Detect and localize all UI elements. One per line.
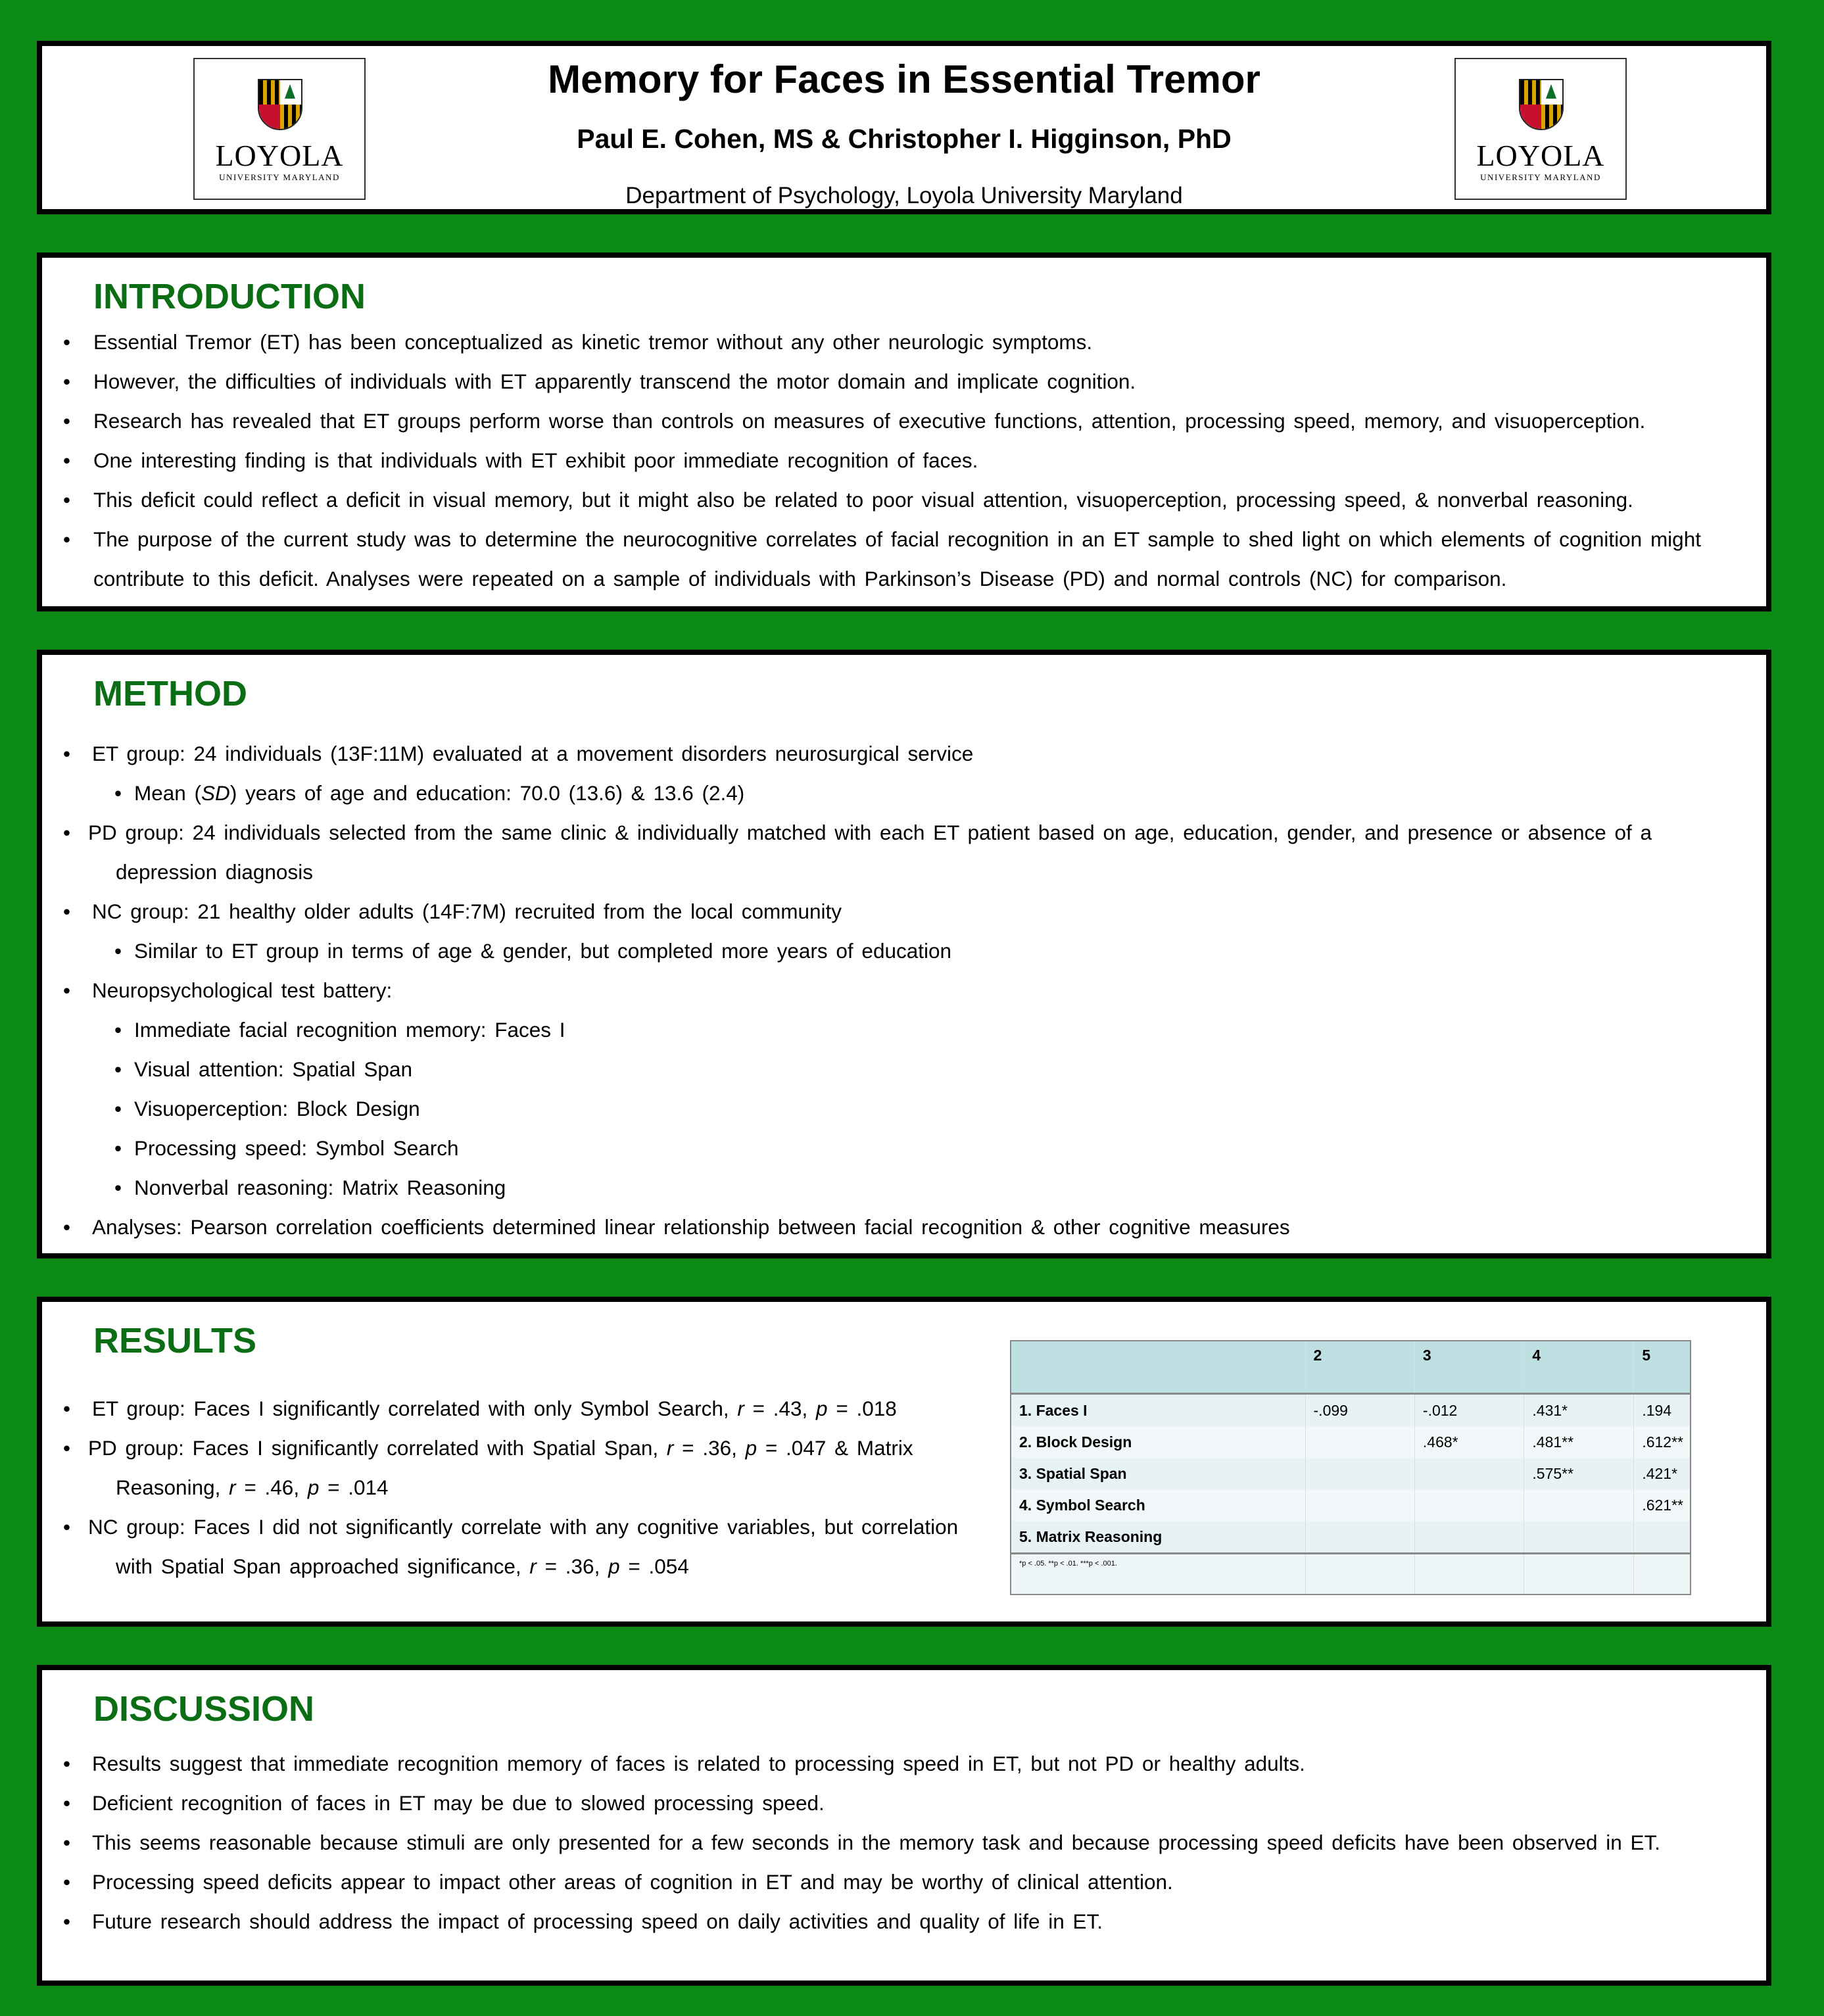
stat-p: p	[816, 1397, 828, 1420]
header-panel	[37, 41, 1771, 214]
list-item	[42, 1428, 963, 1507]
results-list	[42, 1389, 963, 1586]
table-cell	[1634, 1521, 1691, 1554]
logo-submark: UNIVERSITY MARYLAND	[219, 172, 340, 182]
list-item: • One interesting finding is that individuals with ET exhibit poor immediate recognition of faces.	[42, 441, 1746, 480]
list-item	[42, 1507, 963, 1586]
table-header-row	[1011, 1341, 1691, 1394]
list-item-sub: • Processing speed: Symbol Search	[42, 1128, 1746, 1168]
list-item: • Essential Tremor (ET) has been conceptualized as kinetic tremor without any other neurologic symptoms.	[42, 322, 1746, 362]
stat-r: r	[229, 1476, 236, 1499]
list-item-sub: • Visual attention: Spatial Span	[42, 1049, 1746, 1089]
introduction-heading: INTRODUCTION	[93, 277, 366, 316]
table-cell: .431*	[1524, 1394, 1634, 1427]
results-heading: RESULTS	[93, 1321, 257, 1360]
method-list	[42, 734, 1746, 1247]
list-item: • Research has revealed that ET groups perform worse than controls on measures of executive functions, attention, processing speed, memory, and visuoperception.	[42, 401, 1746, 441]
stat-p: p	[307, 1476, 320, 1499]
table-row	[1011, 1394, 1691, 1427]
table-header-cell: 3	[1414, 1341, 1524, 1394]
text-span: = .018	[827, 1397, 897, 1420]
table-header-cell: 4	[1524, 1341, 1634, 1394]
list-item: • This deficit could reflect a deficit in visual memory, but it might also be related to poor visual attention, visuoperception, processing speed, & nonverbal reasoning.	[42, 480, 1746, 519]
list-item: • This seems reasonable because stimuli are only presented for a few seconds in the memory task and because processing speed deficits have been observed in ET.	[42, 1823, 1746, 1862]
table-cell	[1305, 1554, 1414, 1595]
table-note-row	[1011, 1554, 1691, 1595]
shield-icon	[1519, 79, 1564, 130]
text-span: PD group: Faces I significantly correlated with Spatial Span,	[88, 1436, 667, 1460]
text-span: = .46,	[235, 1476, 308, 1499]
list-item-sub: • Immediate facial recognition memory: Faces I	[42, 1010, 1746, 1049]
list-item: • Results suggest that immediate recognition memory of faces is related to processing speed in ET, but not PD or healthy adults.	[42, 1744, 1746, 1783]
table-cell: .421*	[1634, 1458, 1691, 1489]
table-header-cell: 5	[1634, 1341, 1691, 1394]
table-cell: .621**	[1634, 1489, 1691, 1521]
table-cell	[1634, 1554, 1691, 1595]
table-cell: .481**	[1524, 1426, 1634, 1458]
list-item: • The purpose of the current study was to determine the neurocognitive correlates of facial recognition in an ET sample to shed light on which elements of cognition might contribute to this deficit. Analyses were repeated on a sample of individuals with Parkinson’s Disease (PD) and normal controls (NC) for comparison.	[42, 519, 1746, 598]
table-cell	[1305, 1489, 1414, 1521]
stat-r: r	[737, 1397, 744, 1420]
results-panel	[37, 1297, 1771, 1627]
table-cell: 1. Faces I	[1011, 1394, 1305, 1427]
table-cell: .468*	[1414, 1426, 1524, 1458]
text-span: = .047 & Matrix Reasoning,	[116, 1436, 913, 1499]
table-cell	[1524, 1554, 1634, 1595]
list-item: • Analyses: Pearson correlation coefficients determined linear relationship between facial recognition & other cognitive measures	[42, 1207, 1746, 1247]
method-heading: METHOD	[93, 674, 247, 713]
table-cell	[1414, 1521, 1524, 1554]
list-item-sub: • Visuoperception: Block Design	[42, 1089, 1746, 1128]
poster-department: Department of Psychology, Loyola University Maryland	[625, 183, 1183, 208]
discussion-list	[42, 1744, 1746, 1941]
loyola-logo-right	[1454, 58, 1627, 200]
table-row	[1011, 1458, 1691, 1489]
poster-title: Memory for Faces in Essential Tremor	[548, 57, 1260, 101]
logo-submark: UNIVERSITY MARYLAND	[1480, 172, 1601, 182]
method-panel	[37, 650, 1771, 1259]
list-item-sub: • Nonverbal reasoning: Matrix Reasoning	[42, 1168, 1746, 1207]
table-cell: -.012	[1414, 1394, 1524, 1427]
table-cell: 3. Spatial Span	[1011, 1458, 1305, 1489]
discussion-heading: DISCUSSION	[93, 1689, 315, 1729]
introduction-list	[42, 322, 1746, 598]
table-note: *p < .05. **p < .01. ***p < .001.	[1011, 1554, 1305, 1595]
table-cell	[1305, 1521, 1414, 1554]
text-span: Mean (	[134, 781, 202, 805]
list-item	[42, 1389, 963, 1428]
table-cell	[1414, 1458, 1524, 1489]
text-span: ET group: Faces I significantly correlated with only Symbol Search,	[92, 1397, 738, 1420]
list-item-sub: • Similar to ET group in terms of age & gender, but completed more years of education	[42, 931, 1746, 971]
logo-wordmark: LOYOLA	[215, 139, 344, 172]
text-span: = .36,	[673, 1436, 746, 1460]
table-cell	[1524, 1521, 1634, 1554]
stat-r: r	[529, 1554, 537, 1578]
text-span: NC group: Faces I did not significantly correlate with any cognitive variables, but correlation with Spatial Span approached significance,	[88, 1515, 959, 1578]
table-cell	[1524, 1489, 1634, 1521]
stat-p: p	[745, 1436, 757, 1460]
list-item: • Future research should address the impact of processing speed on daily activities and quality of life in ET.	[42, 1902, 1746, 1941]
logo-wordmark: LOYOLA	[1476, 139, 1605, 172]
table-cell: 5. Matrix Reasoning	[1011, 1521, 1305, 1554]
stat-r: r	[666, 1436, 674, 1460]
sd-italic: SD	[201, 781, 230, 805]
table-cell	[1414, 1489, 1524, 1521]
list-item: • NC group: 21 healthy older adults (14F:7M) recruited from the local community	[42, 892, 1746, 931]
text-span: = .43,	[744, 1397, 817, 1420]
discussion-panel	[37, 1665, 1771, 1986]
table-cell: .194	[1634, 1394, 1691, 1427]
table-cell	[1305, 1426, 1414, 1458]
list-item-sub	[42, 773, 1746, 813]
table-row	[1011, 1489, 1691, 1521]
list-item: • However, the difficulties of individuals with ET apparently transcend the motor domain and implicate cognition.	[42, 362, 1746, 401]
correlation-table	[1010, 1340, 1691, 1595]
text-span: = .36,	[536, 1554, 609, 1578]
list-item: • Processing speed deficits appear to impact other areas of cognition in ET and may be worthy of clinical attention.	[42, 1862, 1746, 1902]
list-item: • Deficient recognition of faces in ET may be due to slowed processing speed.	[42, 1783, 1746, 1823]
table-header-cell	[1011, 1341, 1305, 1394]
table-row	[1011, 1521, 1691, 1554]
table-header-cell: 2	[1305, 1341, 1414, 1394]
list-item: • ET group: 24 individuals (13F:11M) evaluated at a movement disorders neurosurgical service	[42, 734, 1746, 773]
table-cell: .575**	[1524, 1458, 1634, 1489]
table-cell: -.099	[1305, 1394, 1414, 1427]
stat-p: p	[608, 1554, 620, 1578]
table-cell: 4. Symbol Search	[1011, 1489, 1305, 1521]
table-cell	[1414, 1554, 1524, 1595]
list-item: • Neuropsychological test battery:	[42, 971, 1746, 1010]
poster-authors: Paul E. Cohen, MS & Christopher I. Higginson, PhD	[577, 124, 1232, 154]
introduction-panel	[37, 252, 1771, 612]
table-cell	[1305, 1458, 1414, 1489]
text-span: = .054	[619, 1554, 689, 1578]
table-cell: 2. Block Design	[1011, 1426, 1305, 1458]
text-span: ) years of age and education: 70.0 (13.6) & 13.6 (2.4)	[229, 781, 745, 805]
text-span: = .014	[319, 1476, 389, 1499]
table-cell: .612**	[1634, 1426, 1691, 1458]
list-item: • PD group: 24 individuals selected from the same clinic & individually matched with each ET patient based on age, education, gender, and presence or absence of a depression diagnosis	[42, 813, 1746, 892]
table-row	[1011, 1426, 1691, 1458]
